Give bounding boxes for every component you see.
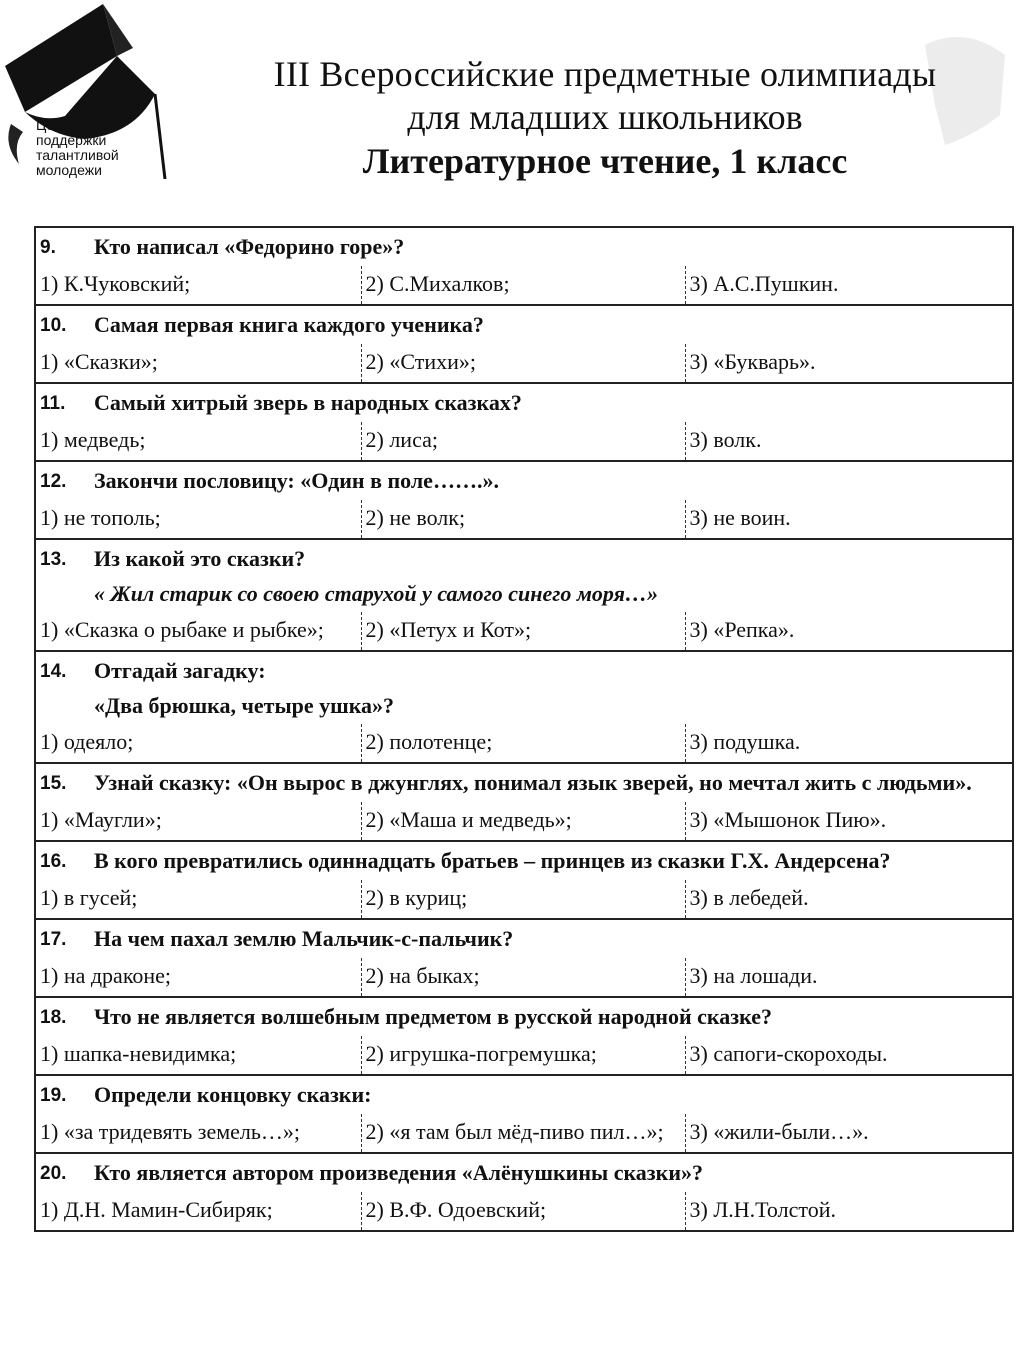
question-cell [35,539,1013,612]
answer-option-3: 3) «Букварь». [685,344,1013,383]
answer-option-1: 1) медведь; [35,422,361,461]
question-cell [35,1153,1013,1192]
question-number: 20. [40,1163,67,1184]
question-line [36,998,1012,1036]
questions-body [35,227,1013,1231]
question-line [36,228,1012,266]
answer-option-3: 3) сапоги-скороходы. [685,1036,1013,1075]
answer-option-1: 1) не тополь; [35,500,361,539]
answer-option-3: 3) «жили-были…». [685,1114,1013,1153]
question-cell [35,919,1013,958]
question-row [35,997,1013,1036]
logo-line-3: талантливой [36,147,119,163]
question-line [36,652,1012,690]
answer-option-3: 3) «Мышонок Пию». [685,802,1013,841]
question-line [36,462,1012,500]
logo-line-2: поддержки [36,132,107,148]
question-text: Определи концовку сказки: [94,1082,372,1107]
logo-caption [36,118,156,178]
question-line [36,1154,1012,1192]
question-number: 16. [40,851,67,872]
question-cell [35,841,1013,880]
answer-option-2: 2) «Стихи»; [361,344,685,383]
question-number: 17. [40,929,67,950]
question-text: На чем пахал землю Мальчик-с-пальчик? [94,926,514,951]
logo-line-4: молодежи [36,162,102,178]
answers-row [35,958,1013,997]
answer-option-1: 1) Д.Н. Мамин-Сибиряк; [35,1192,361,1231]
question-number: 10. [40,315,67,336]
question-cell [35,383,1013,422]
question-line [36,842,1012,880]
answers-row [35,1114,1013,1153]
answers-row [35,802,1013,841]
question-cell [35,305,1013,344]
question-row [35,539,1013,612]
answer-option-1: 1) «Маугли»; [35,802,361,841]
question-number: 11. [40,393,66,414]
answer-option-1: 1) в гусей; [35,880,361,919]
question-number: 13. [40,549,67,570]
answer-option-1: 1) «за тридевять земель…»; [35,1114,361,1153]
question-text: В кого превратились одиннадцать братьев – принцев из сказки Г.Х. Андерсена? [94,848,891,873]
question-text: Отгадай загадку: [94,658,266,683]
answer-option-1: 1) на драконе; [35,958,361,997]
question-line [36,764,1012,802]
answer-option-1: 1) одеяло; [35,724,361,763]
answer-option-3: 3) в лебедей. [685,880,1013,919]
answers-row [35,1192,1013,1231]
question-text: Из какой это сказки? [94,546,306,571]
question-subtext: «Два брюшка, четыре ушка»? [94,693,395,718]
question-number: 18. [40,1007,67,1028]
answer-option-2: 2) В.Ф. Одоевский; [361,1192,685,1231]
question-row [35,919,1013,958]
answers-row [35,266,1013,305]
answers-row [35,724,1013,763]
question-cell [35,997,1013,1036]
answers-row [35,880,1013,919]
answer-option-2: 2) полотенце; [361,724,685,763]
answer-option-3: 3) «Репка». [685,612,1013,651]
question-row [35,1075,1013,1114]
answer-option-1: 1) К.Чуковский; [35,266,361,305]
answer-option-3: 3) Л.Н.Толстой. [685,1192,1013,1231]
question-line [36,306,1012,344]
answer-option-2: 2) лиса; [361,422,685,461]
question-row [35,461,1013,500]
question-line [36,1076,1012,1114]
question-line [36,920,1012,958]
answer-option-1: 1) «Сказка о рыбаке и рыбке»; [35,612,361,651]
answer-option-1: 1) «Сказки»; [35,344,361,383]
question-row [35,651,1013,724]
answers-row [35,1036,1013,1075]
answer-option-2: 2) «я там был мёд-пиво пил…»; [361,1114,685,1153]
question-text: Закончи пословицу: «Один в поле…….». [94,468,499,493]
question-number: 15. [40,773,67,794]
question-text: Узнай сказку: «Он вырос в джунглях, понимал язык зверей, но мечтал жить с людьми». [94,770,972,795]
answers-row [35,422,1013,461]
question-row [35,227,1013,266]
question-number: 14. [40,661,67,682]
question-cell [35,763,1013,802]
question-subtext: « Жил старик со своею старухой у самого синего моря…» [94,581,658,606]
question-number: 9. [40,237,56,258]
question-text: Самая первая книга каждого ученика? [94,312,484,337]
answer-option-2: 2) не волк; [361,500,685,539]
question-number: 12. [40,471,67,492]
answer-option-2: 2) «Маша и медведь»; [361,802,685,841]
question-text: Кто написал «Федорино горе»? [94,234,405,259]
answer-option-2: 2) игрушка-погремушка; [361,1036,685,1075]
answer-option-3: 3) на лошади. [685,958,1013,997]
question-cell [35,1075,1013,1114]
answers-row [35,612,1013,651]
question-number: 19. [40,1085,67,1106]
answer-option-3: 3) не воин. [685,500,1013,539]
question-row [35,763,1013,802]
page-header [190,56,1020,184]
question-line [36,384,1012,422]
question-line [36,540,1012,578]
header-title: III Всероссийские предметные олимпиады [273,54,937,94]
question-text: Кто является автором произведения «Алёнушкины сказки»? [94,1160,703,1185]
header-subtitle: для младших школьников [407,97,803,137]
answer-option-3: 3) подушка. [685,724,1013,763]
question-text: Самый хитрый зверь в народных сказках? [94,390,522,415]
questions-table [34,226,1014,1232]
question-row [35,383,1013,422]
question-cell [35,227,1013,266]
answer-option-2: 2) «Петух и Кот»; [361,612,685,651]
question-cell [35,651,1013,724]
answer-option-2: 2) на быках; [361,958,685,997]
answer-option-1: 1) шапка-невидимка; [35,1036,361,1075]
answer-option-3: 3) волк. [685,422,1013,461]
question-row [35,1153,1013,1192]
header-subject: Литературное чтение, 1 класс [362,141,848,181]
logo-line-1: Центр [36,117,77,133]
answer-option-2: 2) в куриц; [361,880,685,919]
question-text: Что не является волшебным предметом в русской народной сказке? [94,1004,772,1029]
answers-row [35,500,1013,539]
question-cell [35,461,1013,500]
answer-option-2: 2) С.Михалков; [361,266,685,305]
answer-option-3: 3) А.С.Пушкин. [685,266,1013,305]
question-row [35,841,1013,880]
question-row [35,305,1013,344]
answers-row [35,344,1013,383]
